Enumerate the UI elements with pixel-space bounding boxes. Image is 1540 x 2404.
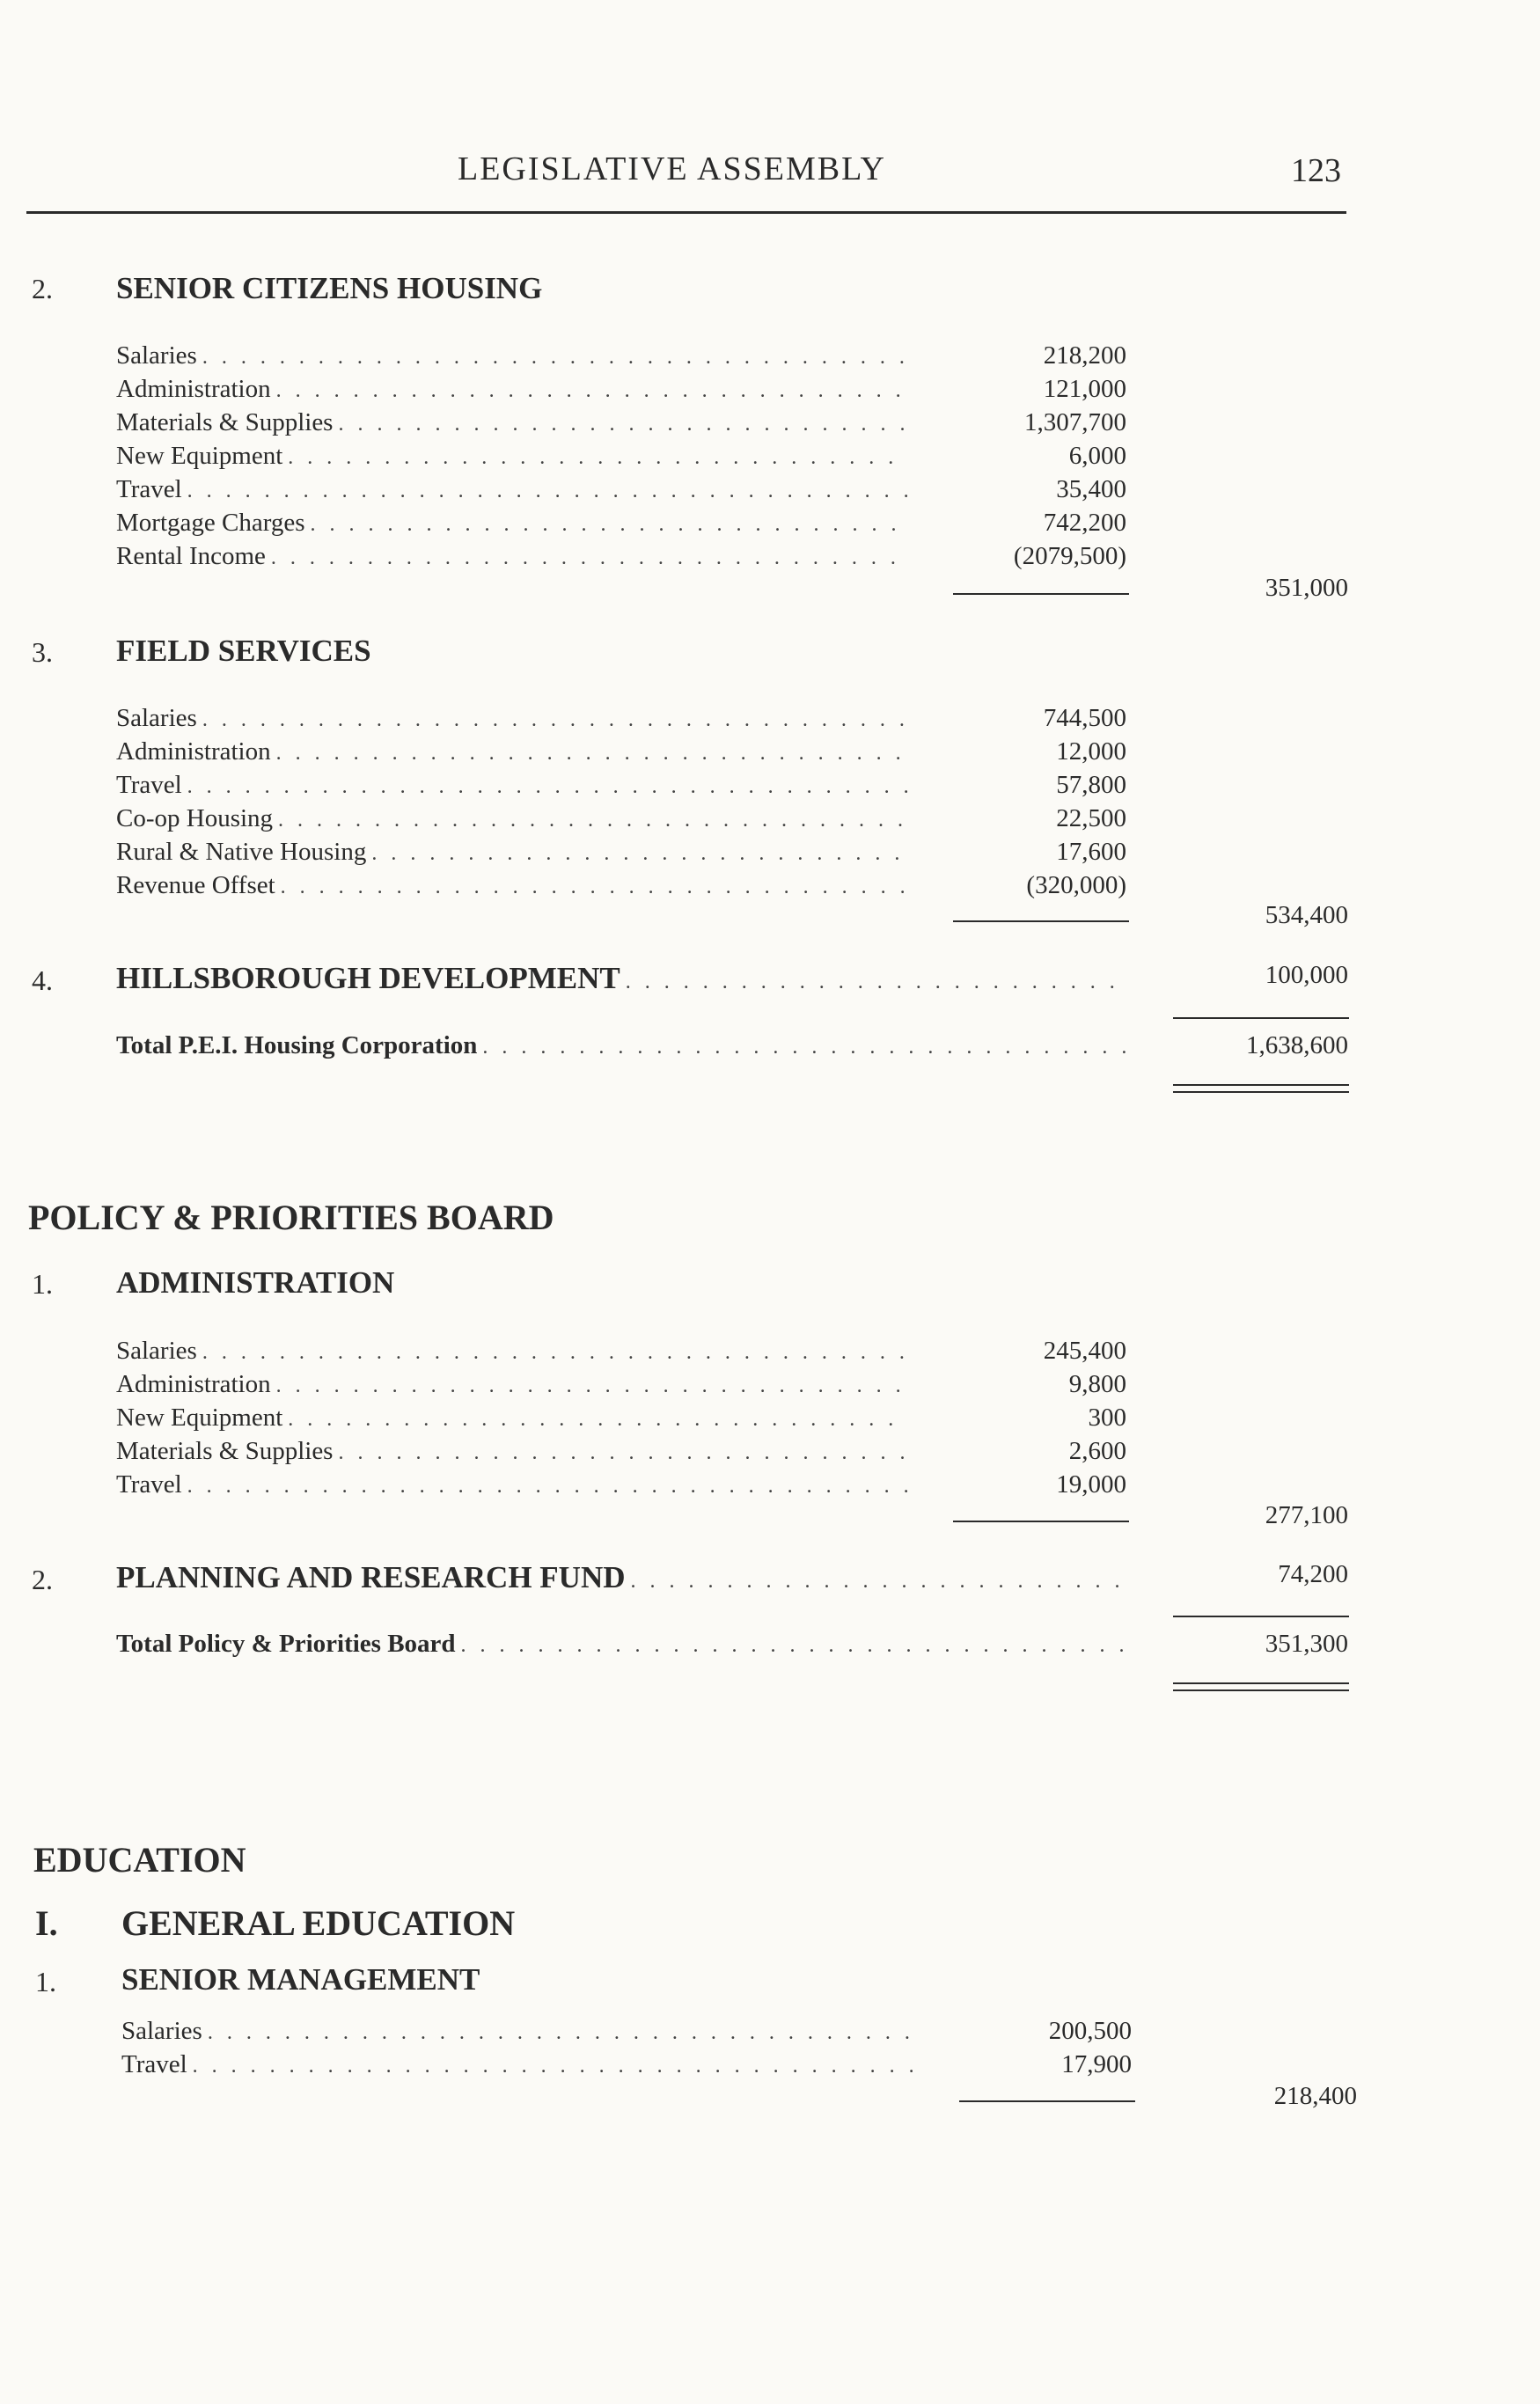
line-item: [116, 442, 1126, 475]
line-item-amount: 742,200: [1043, 509, 1126, 537]
line-item-amount: 744,500: [1043, 704, 1126, 732]
total-rule: [1173, 1017, 1349, 1019]
leader-dots: [626, 971, 1128, 994]
leader-dots: [482, 1036, 1128, 1059]
leader-dots: [371, 842, 908, 866]
line-item-label: Travel: [116, 771, 182, 799]
leader-dots: [276, 1374, 908, 1398]
line-item: [116, 771, 1126, 804]
line-item-amount: 245,400: [1043, 1337, 1126, 1365]
line-item-amount: 19,000: [1056, 1470, 1126, 1499]
line-item-label: Salaries: [121, 2017, 202, 2045]
line-item-amount: 1,307,700: [1024, 408, 1126, 436]
leader-dots: [288, 446, 908, 470]
double-rule-top: [1173, 1682, 1349, 1684]
leader-dots: [276, 379, 908, 403]
line-item-amount: 6,000: [1068, 442, 1126, 470]
leader-dots: [276, 742, 908, 766]
section-total: 100,000: [1265, 961, 1348, 989]
line-item-label: New Equipment: [116, 1404, 283, 1432]
line-item-amount: (320,000): [1026, 871, 1126, 899]
total-rule: [1173, 1616, 1349, 1617]
line-item: [116, 1404, 1126, 1437]
line-item-amount: (2079,500): [1013, 542, 1126, 570]
double-rule-bottom: [1173, 1091, 1349, 1093]
line-item-label: Materials & Supplies: [116, 1437, 334, 1465]
section-heading: SENIOR CITIZENS HOUSING: [116, 271, 543, 305]
section-heading: SENIOR MANAGEMENT: [121, 1962, 480, 1997]
line-item: [121, 2050, 1132, 2084]
section-total: 351,000: [1265, 574, 1348, 602]
line-item-label: Salaries: [116, 704, 197, 732]
grand-total-amount: 1,638,600: [1246, 1031, 1348, 1059]
leader-dots: [187, 775, 908, 799]
leader-dots: [311, 513, 909, 537]
line-item: [116, 1370, 1126, 1404]
section-heading: ADMINISTRATION: [116, 1265, 395, 1300]
line-item-amount: 121,000: [1043, 375, 1126, 403]
department-heading: EDUCATION: [33, 1840, 246, 1880]
section-number: 1.: [35, 1966, 56, 1997]
line-item-label: New Equipment: [116, 442, 283, 470]
grand-total-amount: 351,300: [1265, 1630, 1348, 1658]
line-item-amount: 300: [1088, 1404, 1126, 1432]
line-item: [116, 1337, 1126, 1370]
leader-dots: [187, 480, 908, 503]
section-number: 2.: [32, 1564, 53, 1595]
grand-total-line: [116, 1031, 1348, 1070]
line-item-label: Rental Income: [116, 542, 266, 570]
line-item-amount: 200,500: [1048, 2017, 1132, 2045]
section-total: 534,400: [1265, 901, 1348, 929]
line-item: [121, 2017, 1132, 2050]
line-item: [116, 341, 1126, 375]
leader-dots: [187, 1475, 908, 1499]
line-item-label: Salaries: [116, 1337, 197, 1365]
grand-total-label: Total Policy & Priorities Board: [116, 1630, 456, 1658]
section-total: 218,400: [1273, 2082, 1357, 2110]
line-item-amount: 17,900: [1061, 2050, 1132, 2078]
running-header: LEGISLATIVE ASSEMBLY: [458, 150, 886, 187]
line-item: [116, 838, 1126, 871]
line-item-amount: 2,600: [1068, 1437, 1126, 1465]
line-item-amount: 35,400: [1056, 475, 1126, 503]
line-item: [116, 871, 1126, 905]
line-item-amount: 12,000: [1056, 737, 1126, 766]
section-line: [116, 961, 1348, 1000]
section-total: 74,200: [1278, 1560, 1348, 1588]
double-rule-top: [1173, 1084, 1349, 1086]
section-heading: HILLSBOROUGH DEVELOPMENT: [116, 961, 620, 995]
line-item-label: Materials & Supplies: [116, 408, 334, 436]
subtotal-rule: [953, 1521, 1129, 1522]
line-item: [116, 375, 1126, 408]
line-item: [116, 542, 1126, 575]
section-number: 2.: [32, 273, 53, 304]
line-item: [116, 475, 1126, 509]
double-rule-bottom: [1173, 1689, 1349, 1691]
part-number: I.: [35, 1903, 58, 1943]
leader-dots: [193, 2055, 913, 2078]
line-item-label: Co-op Housing: [116, 804, 274, 832]
subtotal-rule: [953, 593, 1129, 595]
line-item-amount: 22,500: [1056, 804, 1126, 832]
section-number: 1.: [32, 1268, 53, 1300]
grand-total-line: [116, 1630, 1348, 1668]
section-total: 277,100: [1265, 1501, 1348, 1529]
subtotal-rule: [959, 2100, 1135, 2102]
header-rule: [26, 211, 1346, 214]
line-item: [116, 804, 1126, 838]
section-heading: PLANNING AND RESEARCH FUND: [116, 1560, 626, 1594]
line-item: [116, 509, 1126, 542]
leader-dots: [461, 1634, 1128, 1658]
line-item-label: Travel: [121, 2050, 187, 2078]
grand-total-label: Total P.E.I. Housing Corporation: [116, 1031, 478, 1059]
line-item: [116, 704, 1126, 737]
line-item: [116, 408, 1126, 442]
part-heading: GENERAL EDUCATION: [121, 1903, 516, 1943]
line-item-amount: 9,800: [1068, 1370, 1126, 1398]
leader-dots: [338, 1441, 908, 1465]
page-number: 123: [1291, 152, 1341, 189]
subtotal-rule: [953, 920, 1129, 922]
line-item-label: Travel: [116, 1470, 182, 1499]
line-item: [116, 1470, 1126, 1504]
leader-dots: [278, 809, 908, 832]
line-item-amount: 17,600: [1056, 838, 1126, 866]
leader-dots: [202, 708, 908, 732]
section-number: 4.: [32, 964, 53, 996]
line-item-label: Travel: [116, 475, 182, 503]
line-item: [116, 737, 1126, 771]
leader-dots: [208, 2021, 913, 2045]
section-line: [116, 1560, 1348, 1599]
line-item-label: Administration: [116, 375, 271, 403]
leader-dots: [288, 1408, 908, 1432]
line-item-label: Administration: [116, 737, 271, 766]
leader-dots: [631, 1570, 1128, 1594]
line-item-label: Rural & Native Housing: [116, 838, 367, 866]
leader-dots: [271, 546, 908, 570]
leader-dots: [281, 876, 908, 899]
leader-dots: [202, 346, 908, 370]
line-item-label: Revenue Offset: [116, 871, 275, 899]
line-item-amount: 218,200: [1043, 341, 1126, 370]
line-item-label: Mortgage Charges: [116, 509, 305, 537]
line-item-label: Salaries: [116, 341, 197, 370]
line-item-label: Administration: [116, 1370, 271, 1398]
section-heading: FIELD SERVICES: [116, 634, 371, 668]
department-heading: POLICY & PRIORITIES BOARD: [28, 1198, 554, 1237]
line-item-amount: 57,800: [1056, 771, 1126, 799]
section-number: 3.: [32, 636, 53, 668]
leader-dots: [202, 1341, 908, 1365]
line-item: [116, 1437, 1126, 1470]
leader-dots: [338, 413, 908, 436]
